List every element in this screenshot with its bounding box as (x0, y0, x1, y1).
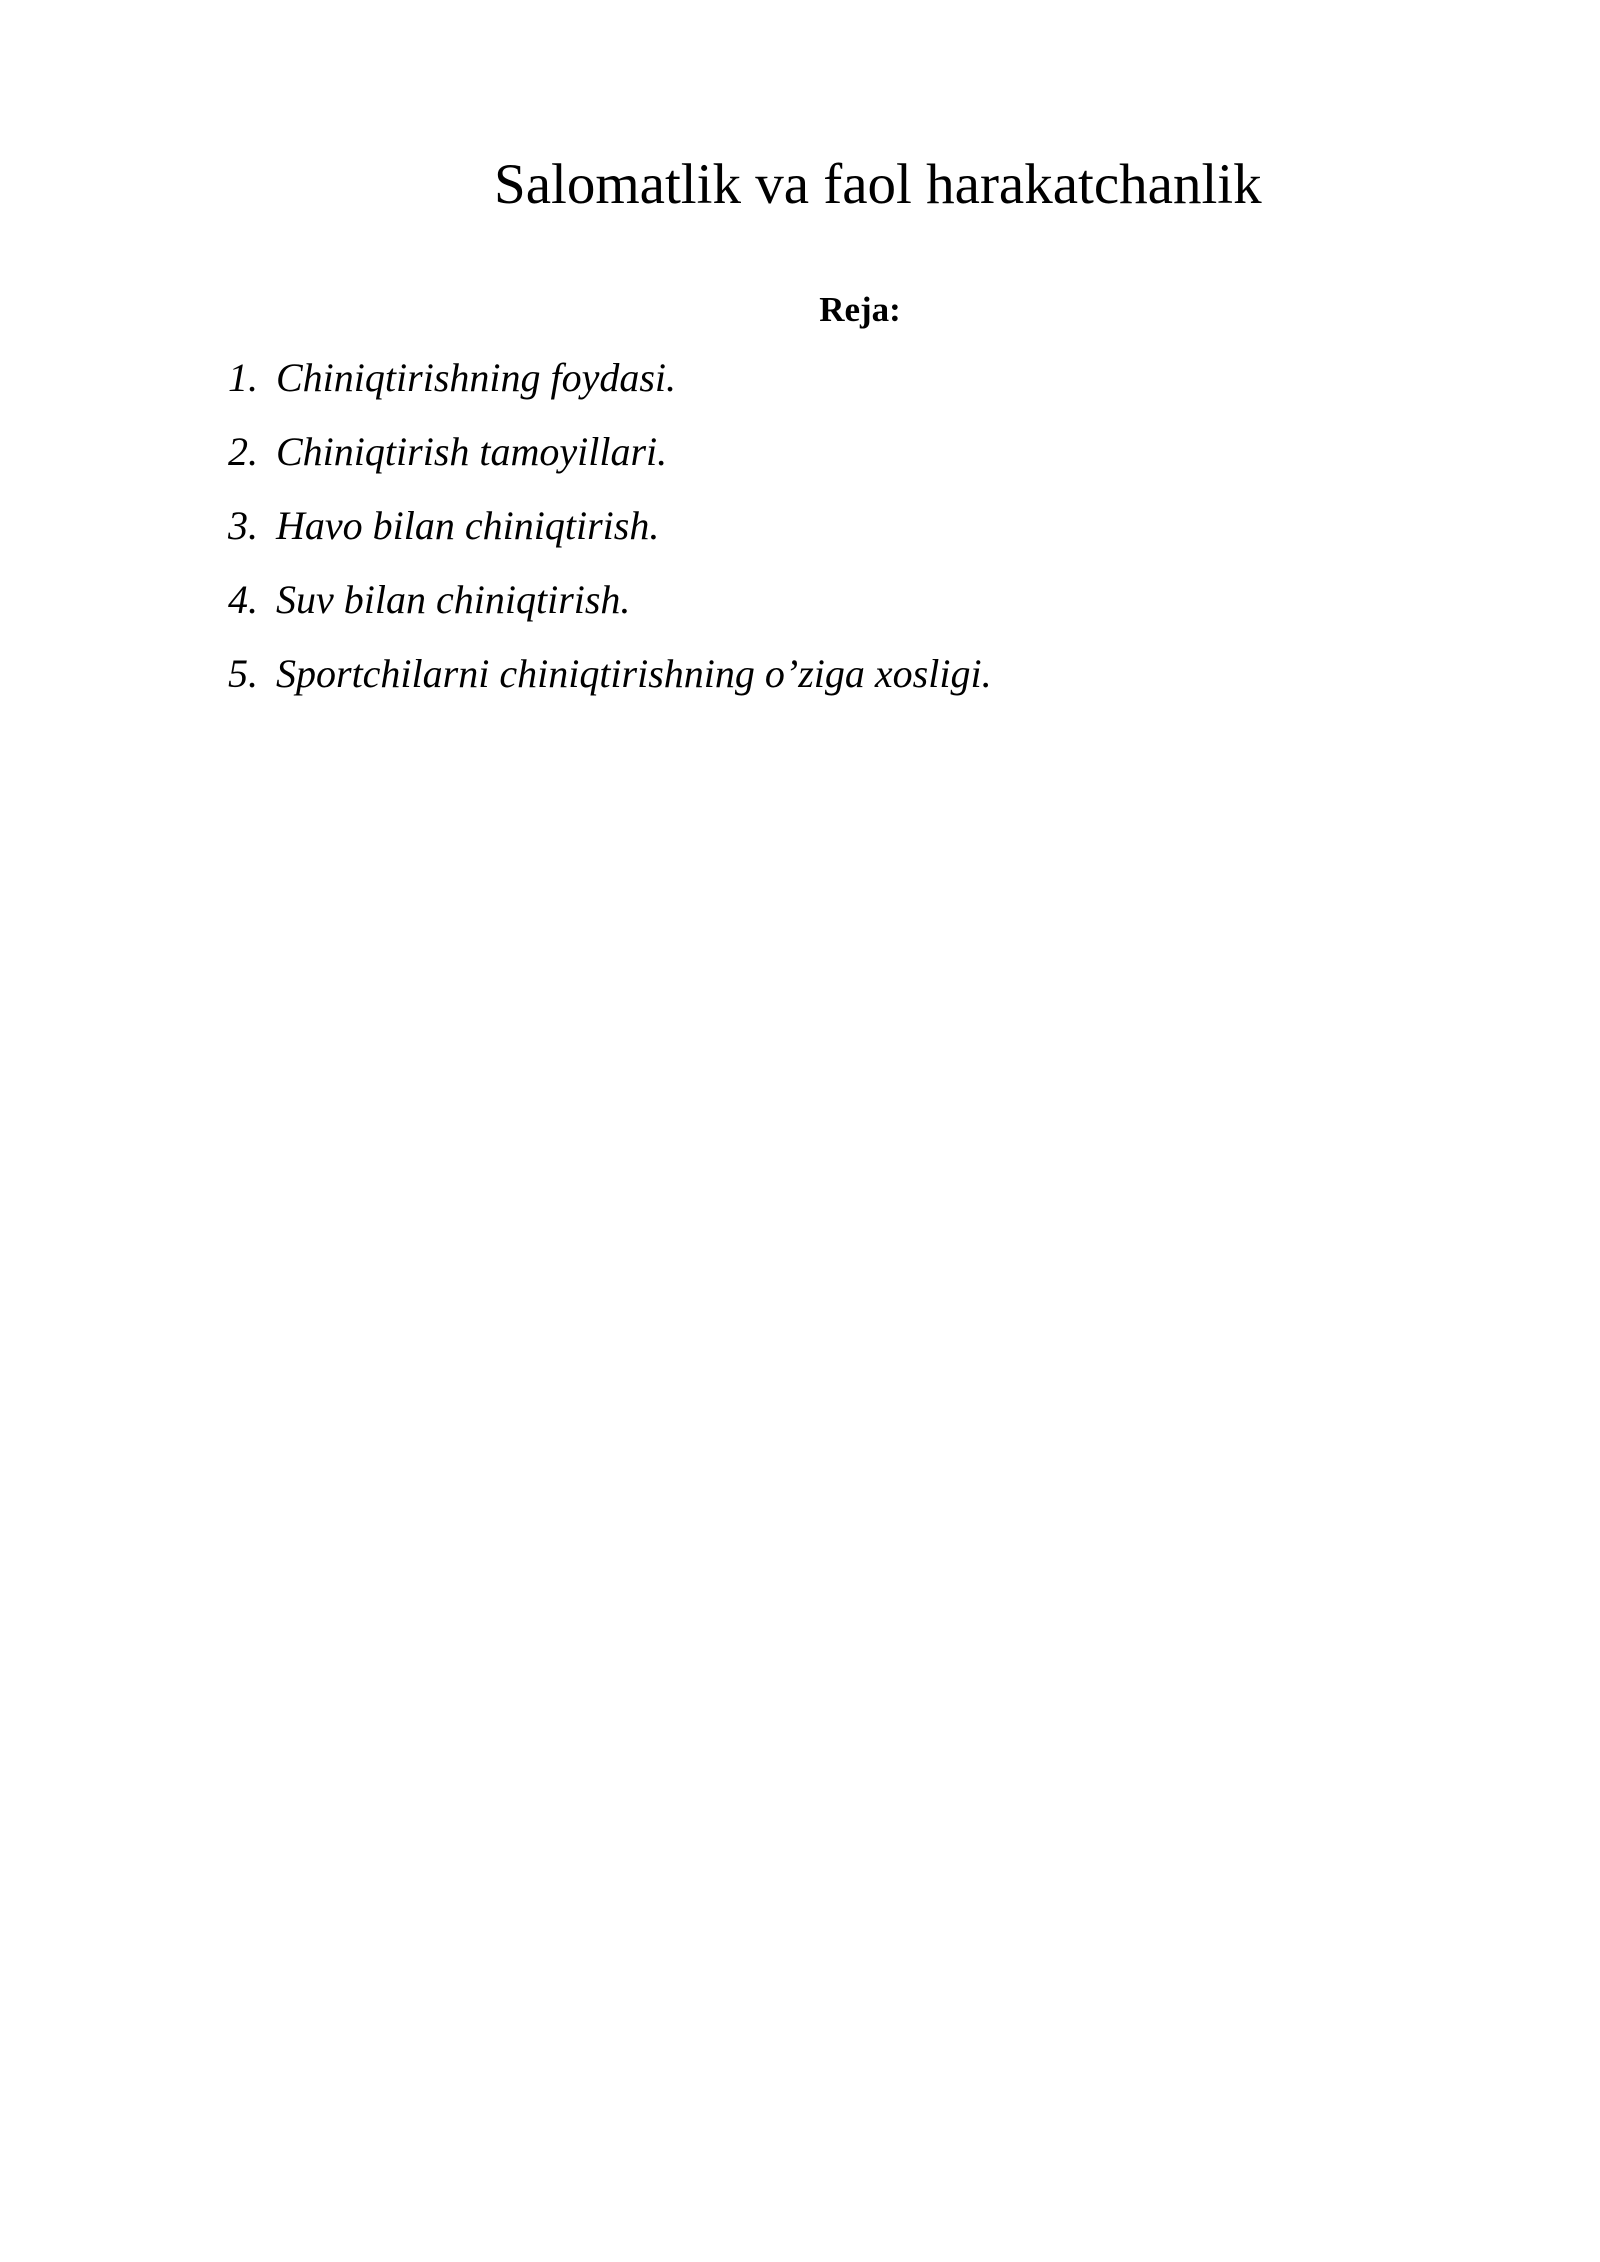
plan-item (228, 352, 992, 426)
plan-item-number: 4. (228, 577, 258, 622)
plan-heading: Reja: (819, 290, 901, 329)
plan-list (228, 352, 992, 722)
plan-item (228, 648, 992, 722)
plan-item-number: 2. (228, 429, 258, 474)
plan-item (228, 574, 992, 648)
plan-item-text: Chiniqtirish tamoyillari. (276, 429, 668, 474)
plan-item-text: Chiniqtirishning foydasi. (276, 355, 677, 400)
plan-item-text: Sportchilarni chiniqtirishning o’ziga xosligi. (276, 651, 992, 696)
plan-item (228, 500, 992, 574)
plan-item (228, 426, 992, 500)
plan-item-text: Havo bilan chiniqtirish. (276, 503, 660, 548)
document-title: Salomatlik va faol harakatchanlik (494, 153, 1262, 216)
plan-item-text: Suv bilan chiniqtirish. (276, 577, 631, 622)
plan-item-number: 3. (228, 503, 258, 548)
plan-item-number: 5. (228, 651, 258, 696)
plan-item-number: 1. (228, 355, 258, 400)
